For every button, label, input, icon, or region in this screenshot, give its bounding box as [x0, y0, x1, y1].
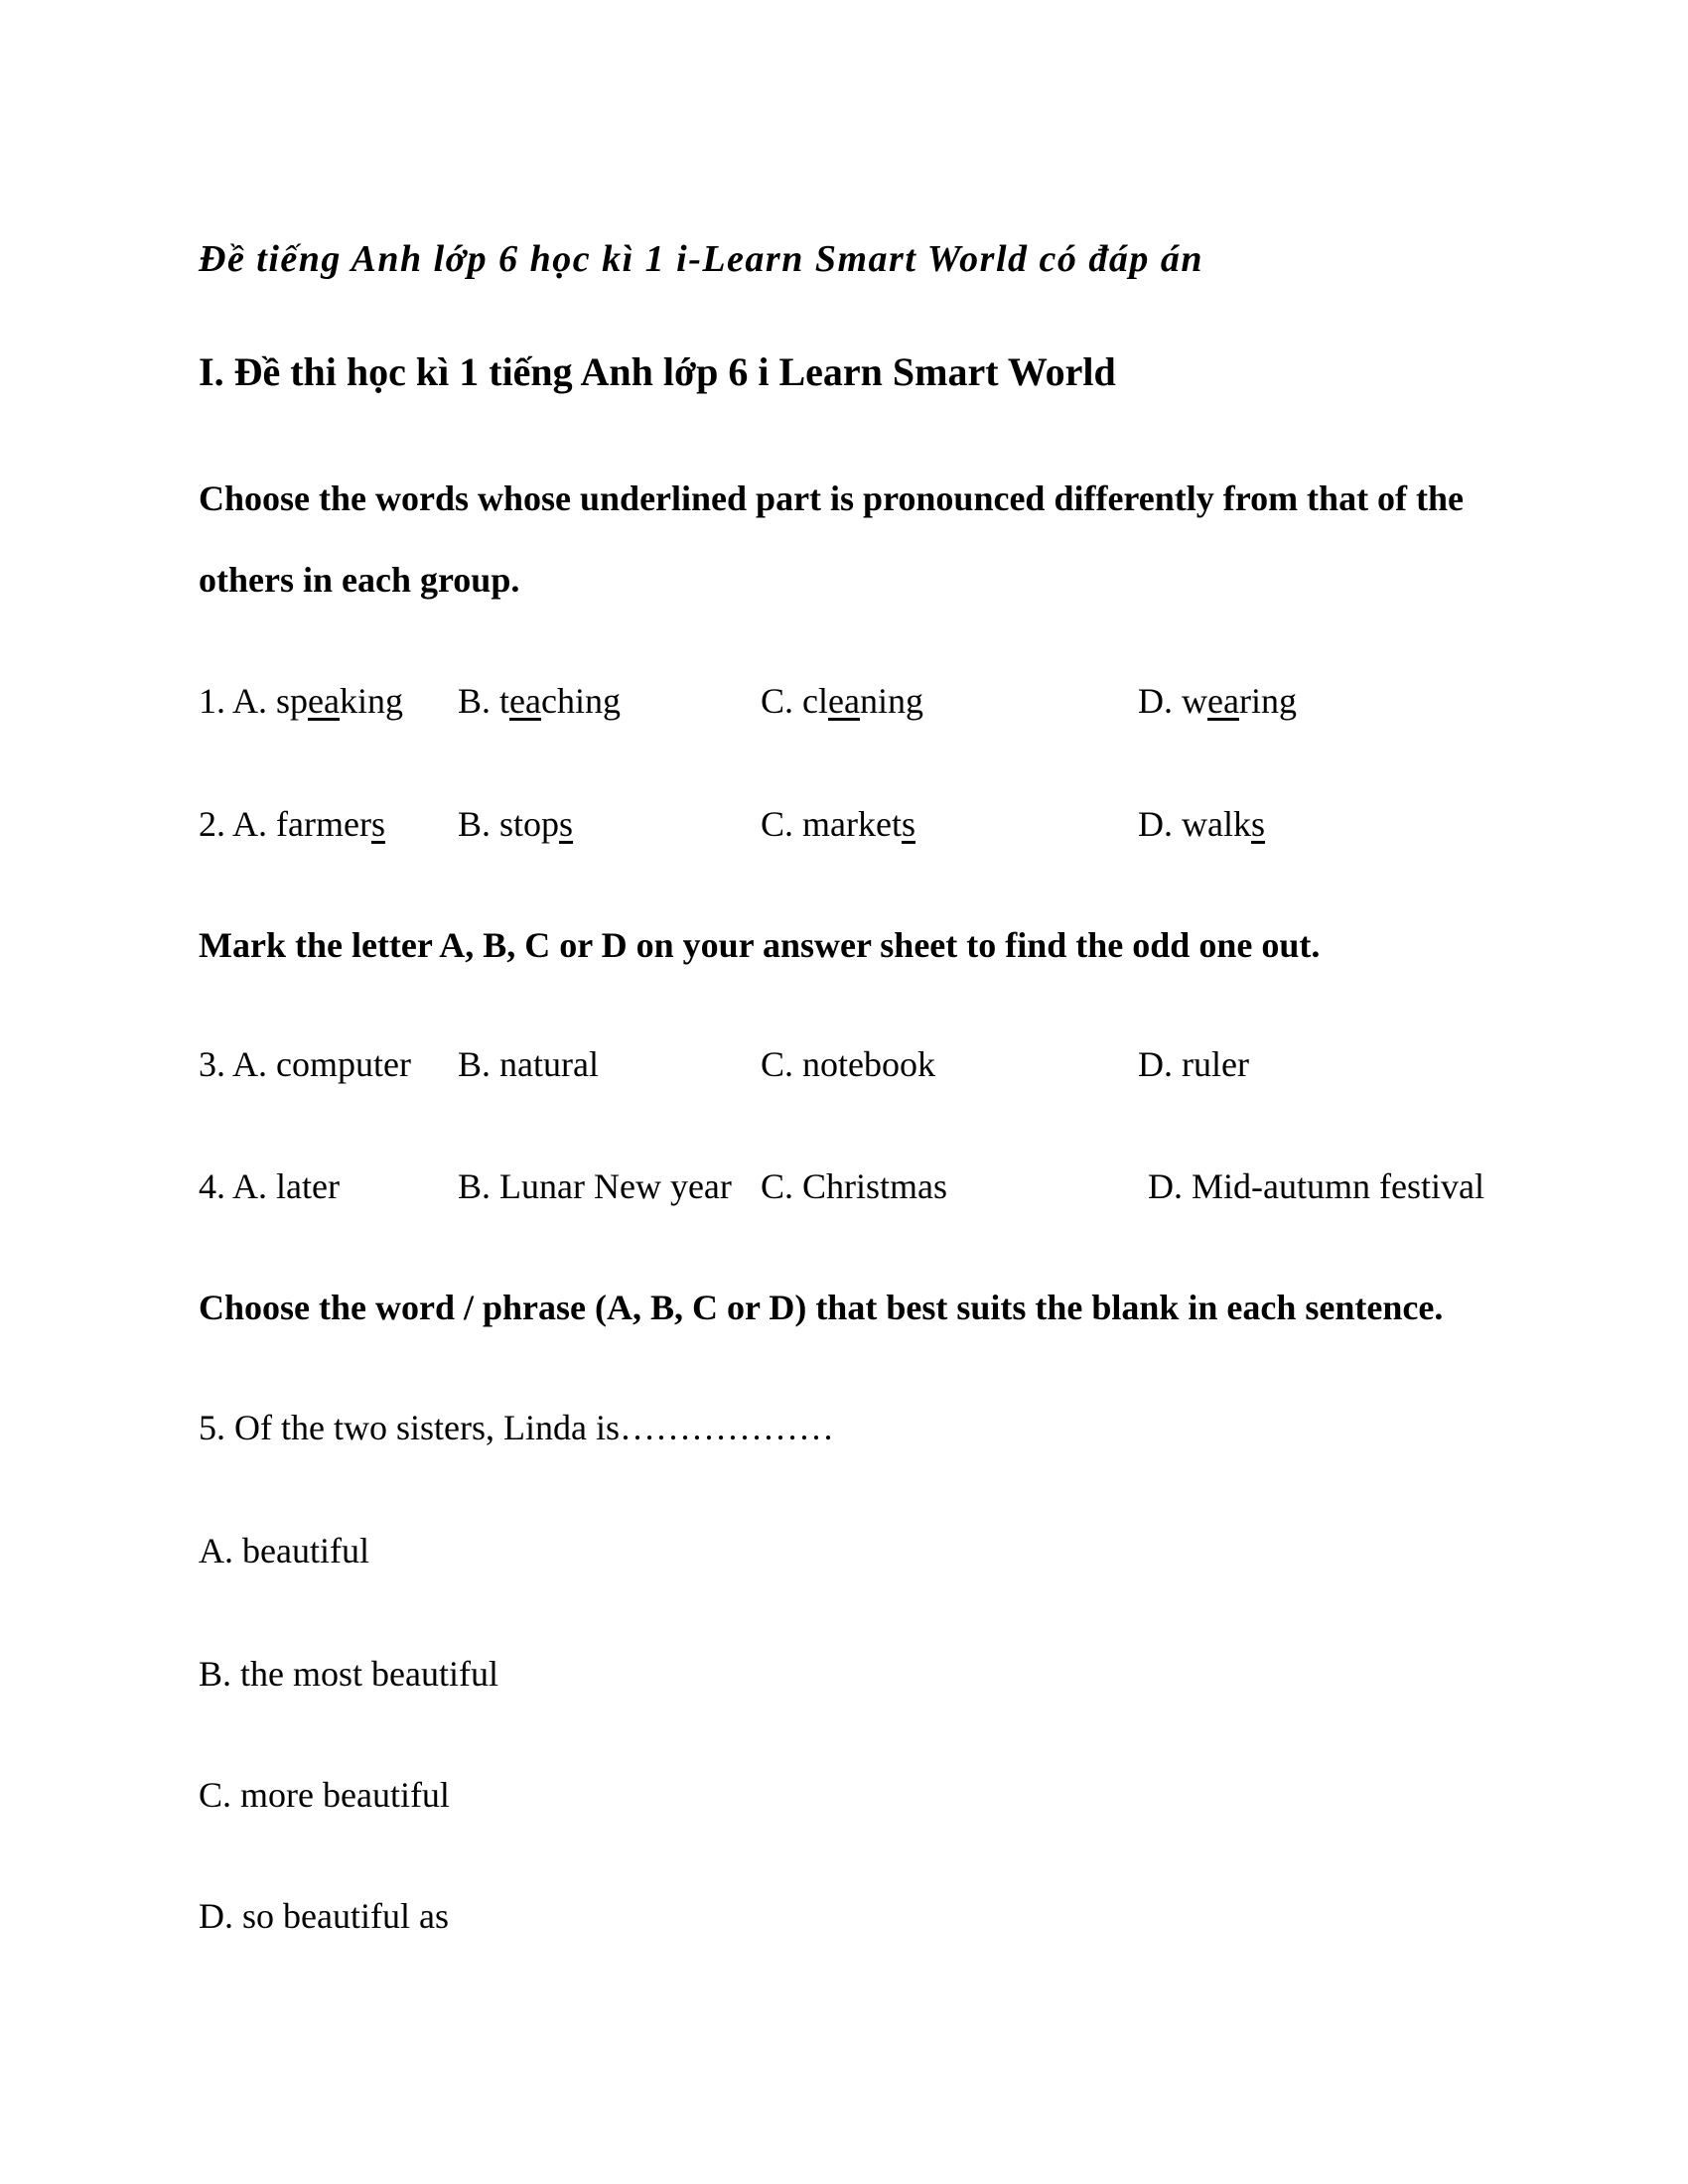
text-segment: ring [1238, 681, 1297, 721]
question-3-option-a: 3. A. computer [199, 1044, 411, 1084]
instruction-pronunciation-line1: Choose the words whose underlined part is pronounced differently from that of the [199, 478, 1465, 518]
text-segment: ning [859, 681, 923, 721]
question-1-option-d [1138, 681, 1297, 722]
underlined-letters: s [370, 804, 385, 844]
question-1-option-c [761, 681, 923, 722]
text-segment: D. w [1138, 681, 1207, 721]
question-5-option-c: C. more beautiful [199, 1775, 450, 1815]
text-segment: C. market [761, 804, 902, 844]
instruction-odd-one-out: Mark the letter A, B, C or D on your answer sheet to find the odd one out. [199, 925, 1321, 965]
text-segment: B. stop [458, 804, 560, 844]
underlined-letters: s [1250, 804, 1265, 844]
question-4-option-c: C. Christmas [761, 1166, 948, 1206]
question-2-option-a [199, 804, 385, 845]
question-1-option-b [458, 681, 621, 722]
question-4 [0, 1166, 1688, 1216]
text-segment: 1. A. sp [199, 681, 309, 721]
underlined-letters: ea [828, 681, 860, 721]
question-5-option-d: D. so beautiful as [199, 1896, 449, 1936]
question-2 [0, 804, 1688, 854]
question-5-stem: 5. Of the two sisters, Linda is……………… [199, 1408, 834, 1447]
underlined-letters: ea [308, 681, 340, 721]
underlined-letters: s [559, 804, 574, 844]
question-1 [0, 681, 1688, 731]
question-5-option-a: A. beautiful [199, 1531, 369, 1570]
question-4-option-d: D. Mid-autumn festival [1148, 1166, 1484, 1206]
text-segment: ching [540, 681, 621, 721]
text-segment: C. cl [761, 681, 828, 721]
question-3 [0, 1044, 1688, 1094]
text-segment: 2. A. farmer [199, 804, 371, 844]
question-1-option-a [199, 681, 403, 722]
question-3-option-c: C. notebook [761, 1044, 935, 1084]
question-4-option-a: 4. A. later [199, 1166, 340, 1206]
question-2-option-d [1138, 804, 1265, 845]
question-3-option-b: B. natural [458, 1044, 599, 1084]
text-segment: D. walk [1138, 804, 1251, 844]
question-2-option-c [761, 804, 915, 845]
question-2-option-b [458, 804, 573, 845]
question-5-option-b: B. the most beautiful [199, 1654, 498, 1694]
section-heading: I. Đề thi học kì 1 tiếng Anh lớp 6 i Learn Smart World [199, 349, 1116, 394]
underlined-letters: s [901, 804, 915, 844]
instruction-fill-blank: Choose the word / phrase (A, B, C or D) that best suits the blank in each sentence. [199, 1288, 1444, 1327]
question-4-option-b: B. Lunar New year [458, 1166, 732, 1206]
text-segment: B. t [458, 681, 510, 721]
underlined-letters: ea [509, 681, 541, 721]
document-title: Đề tiếng Anh lớp 6 học kì 1 i-Learn Smart World có đáp án [199, 238, 1204, 280]
text-segment: king [340, 681, 404, 721]
instruction-pronunciation-line2: others in each group. [199, 560, 520, 600]
underlined-letters: ea [1207, 681, 1239, 721]
question-3-option-d: D. ruler [1138, 1044, 1249, 1084]
